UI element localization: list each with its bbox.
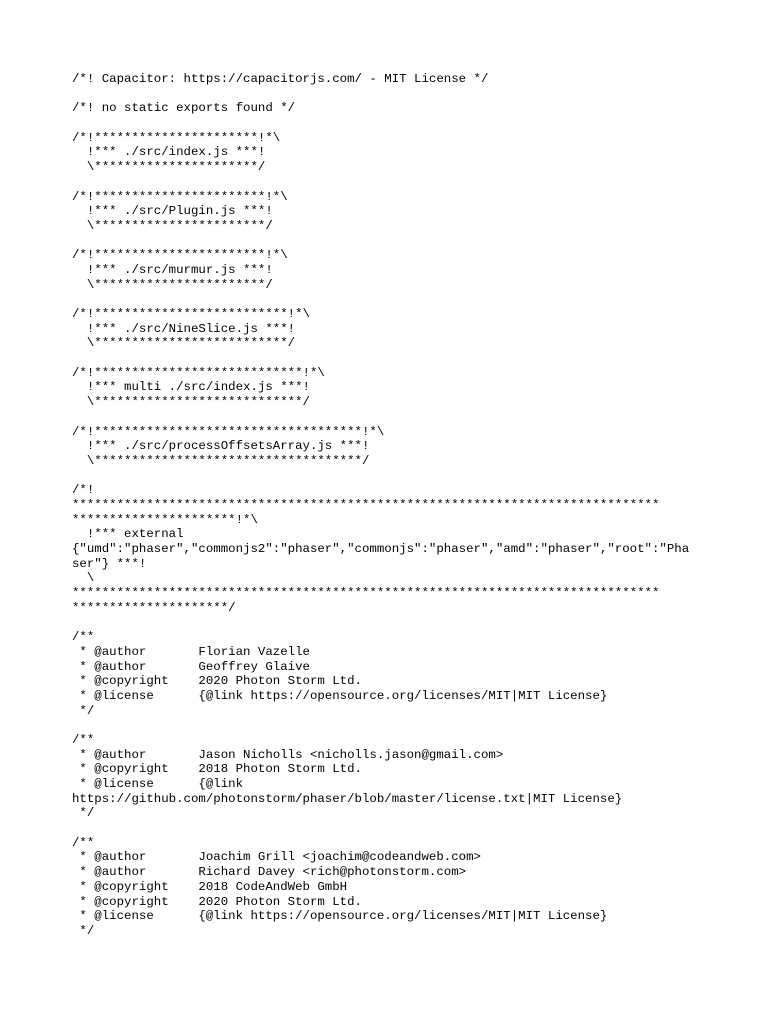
code-line: * @license {@link xyxy=(72,777,244,791)
code-line: !*** external xyxy=(72,527,184,542)
code-line: * @author Geoffrey Glaive xyxy=(72,659,310,674)
code-line: \**************************/ xyxy=(72,336,296,351)
code-line: * @license {@link https://opensource.org/licenses/MIT|MIT License} xyxy=(72,688,608,703)
code-line xyxy=(72,351,700,366)
code-line xyxy=(72,175,700,190)
code-line xyxy=(72,234,700,249)
code-line: /*! xyxy=(72,483,95,498)
code-line: */ xyxy=(72,806,95,821)
code-line: \************************************/ xyxy=(72,453,370,468)
code-line: !*** ./src/NineSlice.js ***! xyxy=(72,321,296,336)
code-line: * @copyright 2018 Photon Storm Ltd. xyxy=(72,762,362,777)
code-line: ******************************************************************************* xyxy=(72,586,660,601)
code-line: ser"} ***! xyxy=(72,556,147,571)
code-line: /*!**************************!*\ xyxy=(72,307,310,321)
code-line: {"umd":"phaser","commonjs2":"phaser","commonjs":"phaser","amd":"phaser","root":"Pha xyxy=(72,542,690,556)
code-line: !*** ./src/index.js ***! xyxy=(72,145,266,160)
code-line: https://github.com/photonstorm/phaser/blob/master/license.txt|MIT License} xyxy=(72,791,623,806)
code-line: \****************************/ xyxy=(72,395,310,410)
code-line xyxy=(72,615,700,630)
code-line: \**********************/ xyxy=(72,160,266,175)
code-line: *********************/ xyxy=(72,600,236,615)
code-line: \***********************/ xyxy=(72,218,273,233)
code-line xyxy=(72,718,700,733)
code-listing xyxy=(72,72,700,939)
code-line xyxy=(72,292,700,307)
code-line: !*** multi ./src/index.js ***! xyxy=(72,380,310,395)
code-line xyxy=(72,821,700,836)
code-line: * @author Florian Vazelle xyxy=(72,644,310,659)
code-line: !*** ./src/Plugin.js ***! xyxy=(72,204,273,219)
code-line: * @copyright 2020 Photon Storm Ltd. xyxy=(72,674,362,689)
code-line: */ xyxy=(72,923,95,938)
code-line xyxy=(72,469,700,484)
code-line: /** xyxy=(72,630,95,645)
code-line: /*!***********************!*\ xyxy=(72,248,288,263)
code-line: * @author Joachim Grill <joachim@codeandweb.com> xyxy=(72,850,481,865)
code-line: /** xyxy=(72,732,95,747)
code-line: * @copyright 2020 Photon Storm Ltd. xyxy=(72,894,362,909)
code-line: !*** ./src/processOffsetsArray.js ***! xyxy=(72,439,370,454)
code-line: * @copyright 2018 CodeAndWeb GmbH xyxy=(72,879,348,894)
code-line: /*!**********************!*\ xyxy=(72,130,281,145)
code-line: /*! Capacitor: https://capacitorjs.com/ - MIT License */ xyxy=(72,72,489,86)
code-line: */ xyxy=(72,703,95,718)
code-line: * @author Jason Nicholls <nicholls.jason@gmail.com> xyxy=(72,747,504,762)
code-line: /*!************************************!*\ xyxy=(72,424,385,439)
code-line: /*!***********************!*\ xyxy=(72,189,288,204)
code-line: * @author Richard Davey <rich@photonstorm.com> xyxy=(72,865,467,880)
code-line xyxy=(72,116,700,131)
code-line xyxy=(72,87,700,102)
code-line xyxy=(72,410,700,425)
code-line: /** xyxy=(72,835,95,850)
code-line: /*!****************************!*\ xyxy=(72,365,325,380)
code-line: **********************!*\ xyxy=(72,512,258,527)
code-line: /*! no static exports found */ xyxy=(72,101,296,116)
code-line: \ xyxy=(72,571,95,586)
code-line: !*** ./src/murmur.js ***! xyxy=(72,262,273,277)
code-line: \***********************/ xyxy=(72,277,273,292)
code-line: ******************************************************************************* xyxy=(72,497,660,512)
code-line: * @license {@link https://opensource.org/licenses/MIT|MIT License} xyxy=(72,909,608,924)
